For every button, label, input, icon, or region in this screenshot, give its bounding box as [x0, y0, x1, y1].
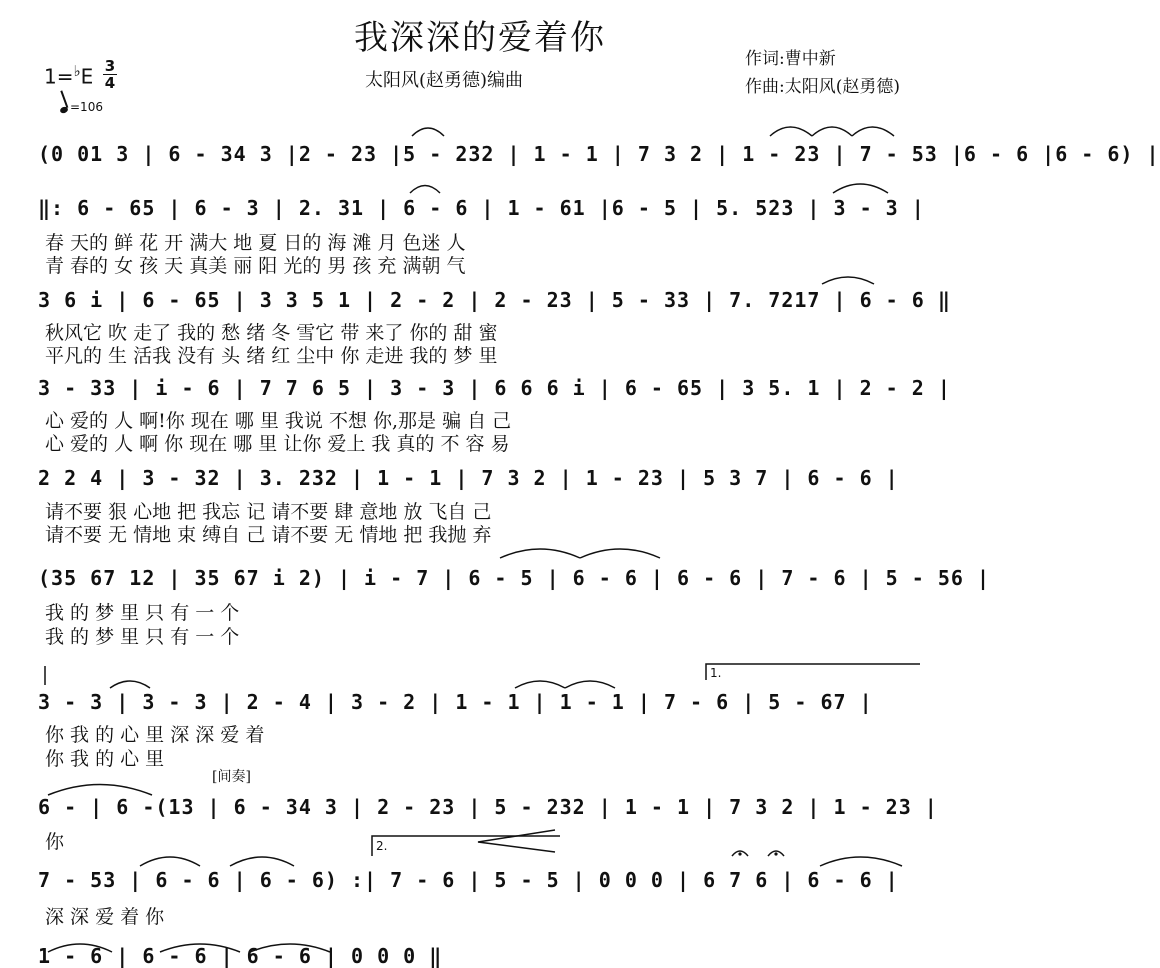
lyric-line-3-verse-2: 平凡的 生 活我 没有 头 绪 红 尘中 你 走进 我的 梦 里: [45, 345, 498, 367]
slur: [580, 549, 660, 558]
notation-line-6: (35 67 12 | 35 67 i 2) | i - 7 | 6 - 5 | 6 - 6 | 6 - 6 | 7 - 6 | 5 - 56 |: [38, 566, 990, 590]
slur: [160, 944, 240, 952]
lyric-line-5-verse-2: 请不要 无 情地 束 缚自 己 请不要 无 情地 把 我抛 弃: [45, 524, 492, 546]
lyric-line-9-verse-1: 深 深 爱 着 你: [45, 906, 165, 928]
slur: [812, 127, 852, 136]
slur: [48, 785, 152, 796]
lyric-line-4-verse-2: 心 爱的 人 啊 你 现在 哪 里 让你 爱上 我 真的 不 容 易: [45, 433, 510, 455]
notation-line-3: 3 6 i | 6 - 65 | 3 3 5 1 | 2 - 2 | 2 - 23 | 5 - 33 | 7. 7217 | 6 - 6 ‖: [38, 288, 951, 312]
lyric-line-5-verse-1: 请不要 狠 心地 把 我忘 记 请不要 肆 意地 放 飞自 己: [45, 501, 492, 523]
time-signature-bottom: 4: [104, 74, 116, 92]
ending-2-label: 2.: [376, 839, 388, 853]
lyric-line-2-verse-1: 春 天的 鲜 花 开 满大 地 夏 日的 海 滩 月 色迷 人: [45, 232, 466, 254]
slur: [822, 277, 874, 284]
slur: [820, 857, 902, 866]
ending-1-label: 1.: [710, 666, 722, 680]
lyric-line-6-verse-2: 我 的 梦 里 只 有 一 个: [45, 626, 240, 648]
slur: [250, 944, 330, 952]
fermata-dot: [738, 852, 741, 855]
slur: [412, 128, 444, 136]
notation-line-5: 2 2 4 | 3 - 32 | 3. 232 | 1 - 1 | 7 3 2 | 1 - 23 | 5 3 7 | 6 - 6 |: [38, 466, 899, 490]
slur: [852, 127, 894, 136]
lyric-line-7-verse-1: 你 我 的 心 里 深 深 爱 着: [45, 724, 265, 746]
crescendo-hairpin: [478, 830, 555, 852]
composer-credit: 作曲:太阳风(赵勇德): [745, 77, 900, 97]
lyric-line-2-verse-2: 青 春的 女 孩 天 真美 丽 阳 光的 男 孩 充 满朝 气: [45, 255, 466, 277]
volta-bracket: [706, 664, 920, 680]
notation-line-2: ‖: 6 - 65 | 6 - 3 | 2. 31 | 6 - 6 | 1 - 61 |6 - 5 | 5. 523 | 3 - 3 |: [38, 196, 925, 220]
lyric-line-7-verse-2: 你 我 的 心 里: [45, 748, 165, 770]
notation-line-7: 3 - 3 | 3 - 3 | 2 - 4 | 3 - 2 | 1 - 1 | 1 - 1 | 7 - 6 | 5 - 67 |: [38, 690, 873, 714]
lyricist-credit: 作词:曹中新: [745, 49, 836, 69]
slur: [230, 857, 294, 866]
interlude-marker: [间奏]: [212, 769, 251, 785]
notation-line-1: (0 01 3 | 6 - 34 3 |2 - 23 |5 - 232 | 1 - 1 | 7 3 2 | 1 - 23 | 7 - 53 |6 - 6 |6 - 6) |: [38, 142, 1160, 166]
slur: [110, 681, 150, 688]
key-signature: 1=♭E: [44, 62, 94, 89]
tempo-marking: =106: [60, 100, 103, 114]
flat-sign: ♭: [73, 62, 81, 80]
slur: [770, 127, 812, 136]
song-title: 我深深的爱着你: [354, 18, 606, 58]
lyric-line-8-verse-1: 你: [45, 831, 65, 853]
slur: [515, 681, 565, 688]
notation-line-4: 3 - 33 | i - 6 | 7 7 6 5 | 3 - 3 | 6 6 6 i | 6 - 65 | 3 5. 1 | 2 - 2 |: [38, 376, 951, 400]
lyric-line-6-verse-1: 我 的 梦 里 只 有 一 个: [45, 602, 240, 624]
time-signature-top: 3: [104, 57, 116, 75]
slur: [410, 186, 440, 194]
notation-line-8: 6 - | 6 -(13 | 6 - 34 3 | 2 - 23 | 5 - 232 | 1 - 1 | 7 3 2 | 1 - 23 |: [38, 795, 938, 819]
slur: [500, 549, 580, 558]
lyric-line-3-verse-1: 秋风它 吹 走了 我的 愁 绪 冬 雪它 带 来了 你的 甜 蜜: [45, 322, 498, 344]
slur: [140, 857, 200, 866]
slur: [48, 944, 112, 952]
lyric-line-4-verse-1: 心 爱的 人 啊!你 现在 哪 里 我说 不想 你,那是 骗 自 己: [45, 410, 512, 432]
slur: [565, 681, 615, 688]
notation-line-9: 7 - 53 | 6 - 6 | 6 - 6) :| 7 - 6 | 5 - 5 | 0 0 0 | 6 7 6 | 6 - 6 |: [38, 868, 899, 892]
notation-line-10: 1 - 6 | 6 - 6 | 6 - 6 | 0 0 0 ‖: [38, 944, 443, 968]
arranger-credit: 太阳风(赵勇德)编曲: [365, 70, 524, 91]
fermata-dot: [774, 852, 777, 855]
volta-bracket: [372, 836, 560, 856]
slur: [833, 184, 888, 193]
